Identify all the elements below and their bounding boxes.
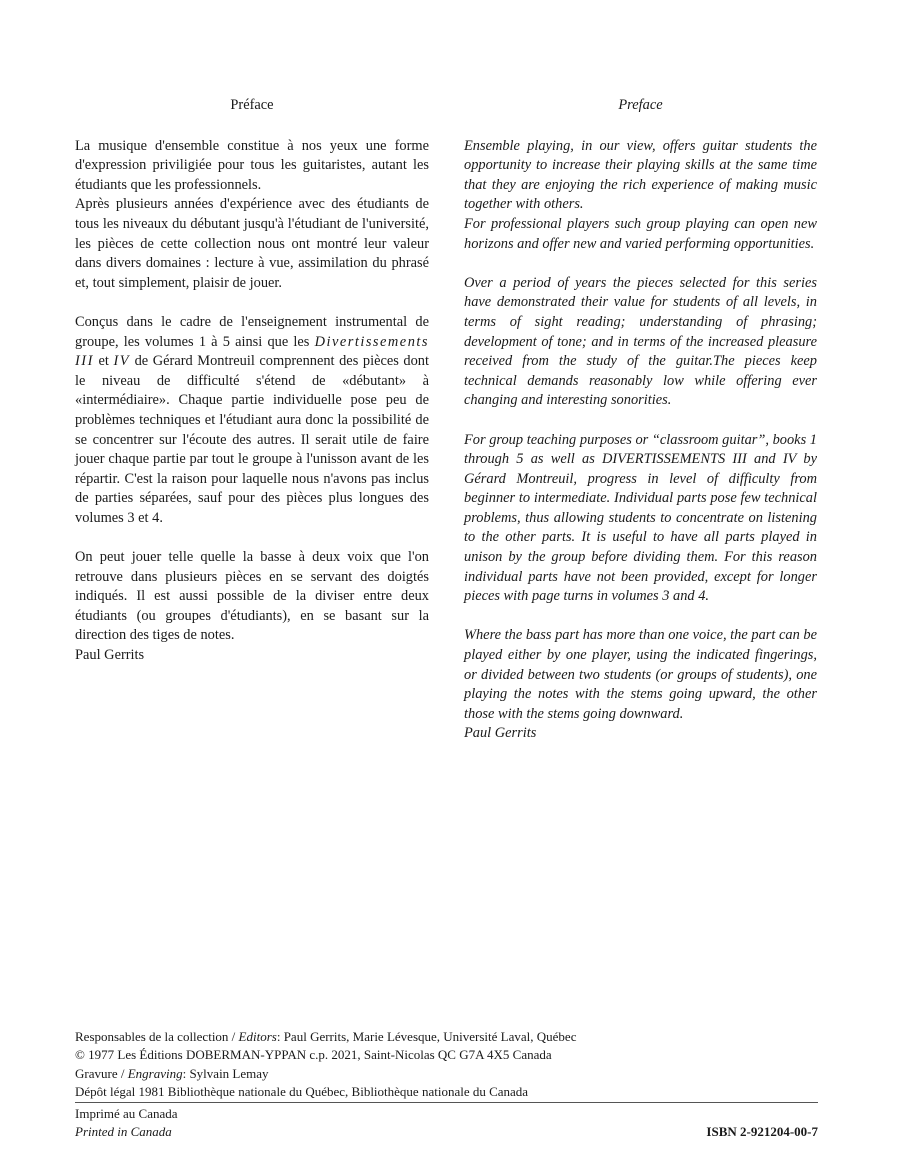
english-paragraph-4: Where the bass part has more than one voice, the part can be played either by one player, using the indicated fingerings, or divided between two students (or groups of students), one playing the notes with the stems going upward, the other those with the stems going downward. — [464, 627, 817, 722]
editors-label-fr: Responsables de la collection / — [75, 1029, 239, 1044]
english-paragraph-2: Over a period of years the pieces selected for this series have demonstrated their value for students of all levels, in terms of sight reading; understanding of phrasing; development of tone; and in terms of the increased pleasure received from the study of the guitar.The pieces keep technical demands reasonably low while offering ever changing and interesting sonorities. — [464, 274, 817, 409]
english-signature: Paul Gerrits — [464, 725, 537, 742]
english-preface-column — [464, 96, 817, 744]
divertissements-title-iv: IV — [113, 353, 131, 370]
french-paragraph-3: On peut jouer telle quelle la basse à deux voix que l'on retrouve dans plusieurs pièces en se servant des doigtés indiqués. Il est aussi possible de la diviser entre deux étudiants (ou groupes d'étudiants), en se basant sur la direction des tiges de notes. — [75, 549, 429, 644]
printed-fr: Imprimé au Canada — [75, 1106, 178, 1121]
isbn-number: ISBN 2-921204-00-7 — [706, 1124, 818, 1139]
editors-names: : Paul Gerrits, Marie Lévesque, Université Laval, Québec — [276, 1029, 577, 1044]
english-preface-heading: Preface — [618, 97, 663, 113]
french-paragraph-2-text-b: et — [93, 353, 114, 370]
french-paragraph-1a: La musique d'ensemble constitue à nos yeux une forme d'expression priviligiée pour tous les guitaristes, autant les étudiants que les professionnels. — [75, 137, 429, 193]
footer-divider — [75, 1102, 818, 1103]
engraving-label-en: Engraving — [127, 1065, 183, 1081]
engraving-name: : Sylvain Lemay — [182, 1065, 269, 1081]
engraving-label-fr: Gravure / — [75, 1065, 128, 1081]
french-preface-column — [75, 96, 429, 666]
french-paragraph-2-text-a: Conçus dans le cadre de l'enseignement instrumental de groupe, les volumes 1 à 5 ainsi que les — [75, 313, 429, 350]
divertissements-title: Divertissements III — [75, 333, 429, 370]
editors-label-en: Editors — [238, 1029, 277, 1044]
english-paragraph-3: For group teaching purposes or “classroom guitar”, books 1 through 5 as well as DIVERTISSEMENTS III and IV by Gérard Montreuil, progress in level of difficulty from beginner to intermediate. Individual parts pose few technical problems, thus allowing students to concentrate on listening to the other parts. It is useful to have all parts played in unison by the group before dividing them. For this reason individual parts have not been provided, except for longer pieces with page turns in volumes 3 and 4. — [464, 431, 817, 605]
english-paragraph-1a: Ensemble playing, in our view, offers guitar students the opportunity to increase their playing skills at the same time that they are enjoying the rich experience of making music together with others. — [464, 137, 817, 213]
print-info — [75, 1105, 818, 1142]
copyright-line: © 1977 Les Éditions DOBERMAN-YPPAN c.p. 2021, Saint-Nicolas QC G7A 4X5 Canada — [75, 1047, 552, 1063]
french-paragraph-2-text-c: de Gérard Montreuil comprennent des pièces dont le niveau de difficulté s'étend de «débutant» à «intermédiaire». Chaque partie individuelle pose peu de problèmes techniques et l'étudiant aura donc la possibilité de se concentrer sur l'écoute des autres. Il serait utile de faire jouer chaque partie par tout le groupe à l'unisson avant de les répartir. C'est la raison pour laquelle nous n'avons pas inclus de parties séparées, sauf pour des pièces plus longues des volumes 3 et 4. — [75, 353, 429, 526]
french-paragraph-1b: Après plusieurs années d'expérience avec des étudiants de tous les niveaux du débutant jusqu'à l'étudiant de l'université, les pièces de cette collection nous ont montré leur valeur dans divers domaines : lecture à vue, assimilation du phrasé et, tout simplement, plaisir de jouer. — [75, 196, 429, 291]
printed-en: Printed in Canada — [75, 1124, 172, 1140]
publication-credits — [75, 1028, 818, 1102]
french-paragraph-2 — [75, 313, 429, 529]
editors-line — [75, 1028, 818, 1046]
french-signature: Paul Gerrits — [75, 647, 145, 664]
legal-deposit-line: Dépôt légal 1981 Bibliothèque nationale du Québec, Bibliothèque nationale du Canada — [75, 1084, 529, 1100]
engraving-line — [75, 1065, 818, 1083]
french-preface-heading: Préface — [230, 97, 274, 113]
english-paragraph-1b: For professional players such group playing can open new horizons and offer new and varied performing opportunities. — [464, 215, 817, 252]
